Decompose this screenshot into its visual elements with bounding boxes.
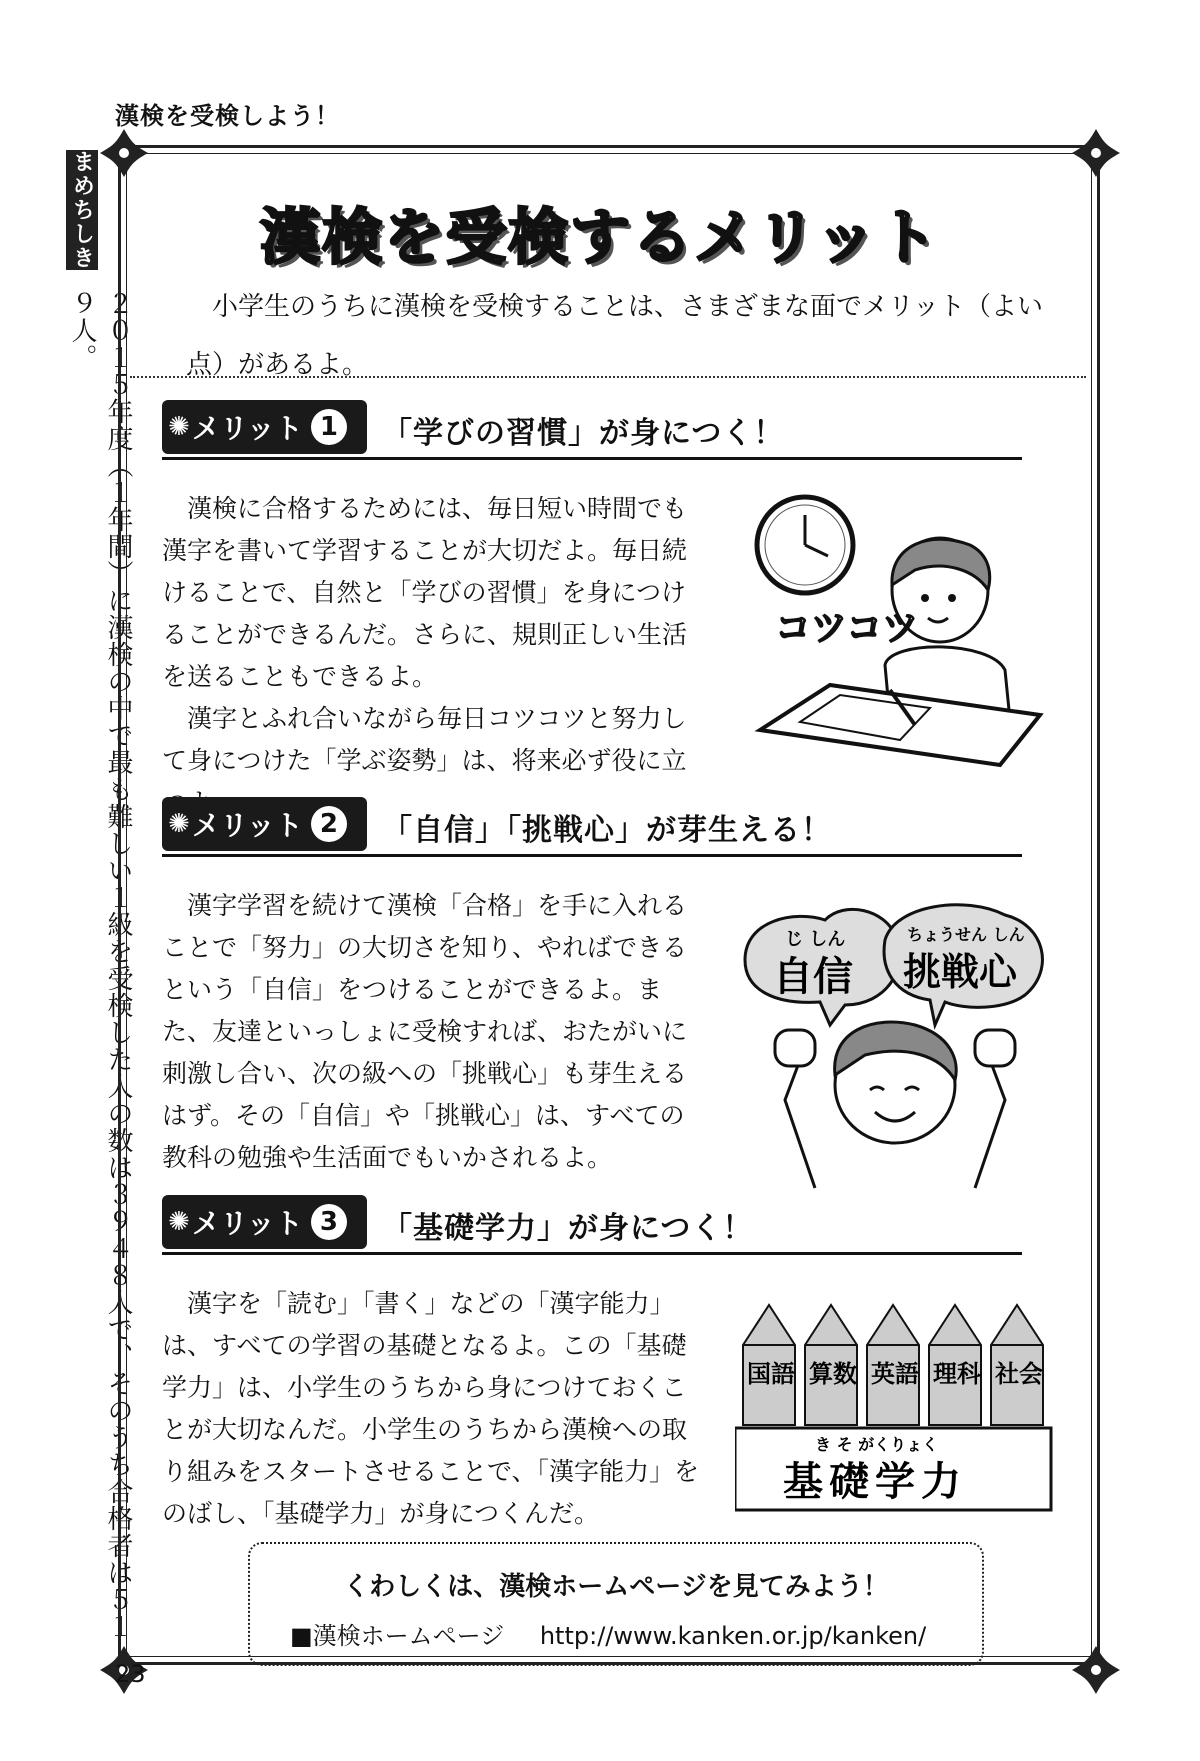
merit-paragraph: 漢字とふれ合いながら毎日コツコツと努力して身につけた「学ぶ姿勢」は、将来必ず役に立 xyxy=(162,704,687,775)
merit-title: 「学びの習慣」が身につく！ xyxy=(382,416,785,451)
page-number: 23 xyxy=(115,1660,146,1688)
merit-paragraph: 漢字を「読む」「書く」などの「漢字能力」は、すべての学習の基礎となるよ。この「基礎学力」は、小学生のうちから身につけておくことが大切なんだ。小学生のうちから漢検への取り組みをスタートさせることで、「漢字能力」をのばし、「基礎学力」が身につくんだ。 xyxy=(162,1289,700,1528)
clock-icon xyxy=(757,497,853,593)
sidebar-tab-label: まめちしき xyxy=(66,150,98,270)
merit-2-body xyxy=(162,885,702,1179)
merit-2-header xyxy=(162,797,1022,857)
subject-label: 理科 xyxy=(933,1360,981,1388)
merit-badge-label: メリット xyxy=(192,809,303,842)
merit-badge xyxy=(162,797,367,851)
bubble-right-text: 挑戦心 xyxy=(903,950,1018,994)
splat-icon: ✺ xyxy=(168,1207,190,1237)
sidebar-fact: ２０１５年度（１年間）に漢検の中で最も難しい１級を受検した人の数は３９４８人で、そのうち合格者は５１９人。 xyxy=(67,290,133,1640)
homepage-prompt: くわしくは、漢検ホームページを見てみよう！ xyxy=(343,1572,889,1602)
splat-icon: ✺ xyxy=(168,809,190,839)
merit-paragraph: 漢字学習を続けて漢検「合格」を手に入れることで「努力」の大切さを知り、やればできるという「自信」をつけることができるよ。また、友達といっしょに受検すれば、おたがいに刺激し合い、次の級への「挑戦心」も芽生えるはず。その「自信」や「挑戦心」は、すべての教科の勉強や生活面でもいかされるよ。 xyxy=(162,891,688,1172)
merit-paragraph: 漢検に合格するためには、毎日短い時間でも漢字を書いて学習することが大切だよ。毎日続けることで、自然と「学びの習慣」を身につけることができるんだ。さらに、規則正しい生活を送ることもできるよ。 xyxy=(162,494,688,691)
page-title: 漢検を受検するメリット xyxy=(260,203,940,273)
merit-number: 2 xyxy=(311,806,347,842)
subject-label: 国語 xyxy=(747,1360,795,1388)
intro-text: 小学生のうちに漢検を受検することは、さまざまな面でメリット（よい点）があるよ。 xyxy=(186,292,1043,380)
homepage-line xyxy=(290,1616,926,1651)
pencils-foundation-illustration xyxy=(735,1300,1055,1515)
pencil-icon xyxy=(929,1305,982,1425)
bubble-left-text: 自信 xyxy=(773,954,853,1000)
studying-boy-illustration xyxy=(740,490,1060,780)
corner-ornament-icon xyxy=(96,125,152,181)
merit-badge-label: メリット xyxy=(192,1207,303,1240)
base-ruby: き そ がくりょく xyxy=(815,1435,939,1454)
base-label: 基礎学力 xyxy=(783,1459,967,1505)
subject-label: 算数 xyxy=(809,1360,857,1388)
merit-number: 1 xyxy=(311,409,347,445)
merit-badge xyxy=(162,1195,367,1249)
merit-1-body xyxy=(162,488,702,824)
page-header: 漢検を受検しよう！ xyxy=(115,102,340,130)
corner-ornament-icon xyxy=(1068,125,1124,181)
merit-title: 「基礎学力」が身につく！ xyxy=(382,1211,754,1246)
pencil-icon xyxy=(805,1305,857,1425)
merit-1-header xyxy=(162,400,1022,460)
bubble-left-ruby: じ しん xyxy=(785,929,846,950)
merit-3-header xyxy=(162,1195,1022,1255)
homepage-url-link[interactable]: http://www.kanken.or.jp/kanken/ xyxy=(539,1622,927,1650)
splat-icon: ✺ xyxy=(168,412,190,442)
pencil-icon xyxy=(743,1305,795,1425)
merit-3-body xyxy=(162,1283,702,1535)
confident-boy-illustration xyxy=(735,890,1065,1190)
corner-ornament-icon xyxy=(1068,1642,1124,1698)
bubble-right-ruby: ちょうせん しん xyxy=(907,925,1025,944)
merit-badge xyxy=(162,400,367,454)
merit-badge-label: メリット xyxy=(192,412,303,445)
subject-label: 社会 xyxy=(995,1360,1043,1388)
subject-label: 英語 xyxy=(871,1360,919,1388)
homepage-info-box xyxy=(248,1542,984,1666)
pencil-icon xyxy=(867,1305,919,1425)
dotted-divider xyxy=(130,376,1086,378)
merit-number: 3 xyxy=(311,1204,347,1240)
pencil-icon xyxy=(991,1305,1043,1425)
merit-title: 「自信」「挑戦心」が芽生える！ xyxy=(382,813,832,848)
kotsu-text: コツコツ xyxy=(775,608,919,649)
homepage-label: ■漢検ホームページ xyxy=(290,1622,505,1650)
